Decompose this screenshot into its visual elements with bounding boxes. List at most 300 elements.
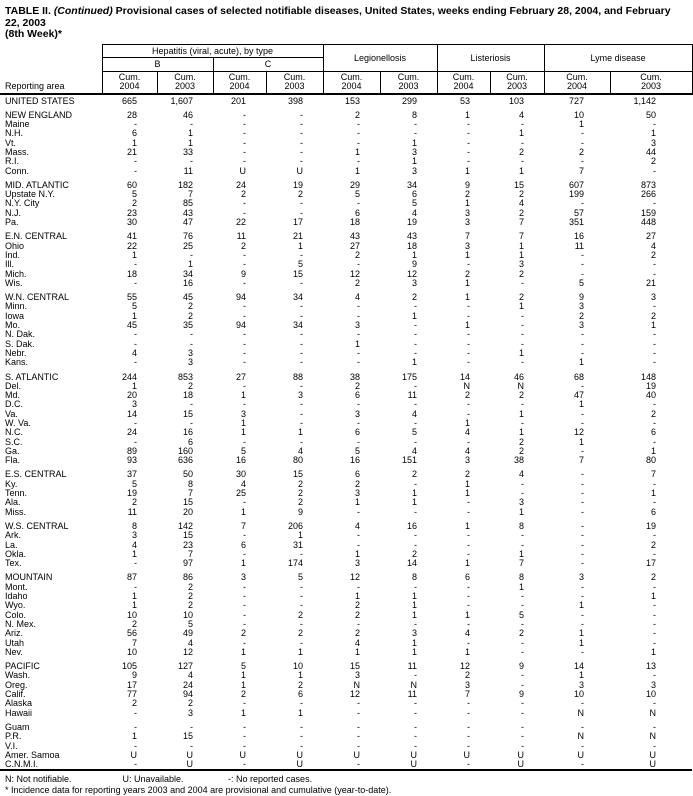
- value-cell: -: [521, 707, 525, 718]
- value-cell: 127: [177, 661, 193, 672]
- value-cell: -: [521, 530, 525, 541]
- value-cell: 27: [235, 371, 246, 382]
- table-row: [0, 242, 692, 251]
- value-cell: 1: [579, 357, 585, 368]
- value-cell: -: [357, 539, 360, 550]
- value-cell: -: [521, 618, 525, 629]
- value-cell: -: [521, 119, 525, 130]
- value-cell: 24: [182, 679, 193, 690]
- value-cell: 1: [297, 427, 303, 438]
- area-cell: Ind.: [5, 249, 21, 260]
- column-header: Cum. 2003: [157, 71, 213, 94]
- value-cell: 1: [465, 165, 471, 176]
- value-cell: 19: [126, 488, 137, 499]
- value-cell: 2: [354, 609, 360, 620]
- value-cell: -: [467, 137, 471, 148]
- column-header: Cum. 2003: [610, 71, 692, 94]
- value-cell: -: [243, 357, 246, 368]
- area-cell: Del.: [5, 380, 22, 391]
- value-cell: 17: [126, 679, 137, 690]
- value-cell: 7: [187, 488, 193, 499]
- value-cell: -: [300, 109, 303, 120]
- table-row: [0, 260, 692, 269]
- value-cell: -: [581, 591, 585, 602]
- value-cell: 2: [519, 436, 525, 447]
- value-cell: 160: [177, 445, 193, 456]
- value-cell: -: [521, 679, 525, 690]
- value-cell: -: [467, 357, 471, 368]
- value-cell: 88: [292, 371, 303, 382]
- value-cell: U: [186, 759, 193, 770]
- value-cell: 6: [465, 572, 471, 583]
- value-cell: 94: [235, 292, 246, 303]
- value-cell: 46: [182, 109, 193, 120]
- value-cell: 2: [354, 628, 360, 639]
- value-cell: -: [467, 310, 471, 321]
- area-cell: Upstate N.Y.: [5, 189, 55, 200]
- area-cell: Tex.: [5, 558, 22, 569]
- value-cell: 18: [407, 240, 418, 251]
- value-cell: -: [300, 399, 303, 410]
- value-cell: -: [467, 146, 471, 157]
- table-row: [0, 489, 692, 498]
- area-cell: N.C.: [5, 427, 23, 438]
- value-cell: 3: [131, 399, 137, 410]
- value-cell: 19: [407, 217, 418, 228]
- value-cell: -: [243, 581, 246, 592]
- value-cell: -: [581, 530, 585, 541]
- value-cell: 1: [354, 548, 360, 559]
- value-cell: 2: [651, 408, 657, 419]
- value-cell: 15: [182, 408, 193, 419]
- value-cell: 5: [354, 445, 360, 456]
- value-cell: 15: [182, 497, 193, 508]
- value-cell: 29: [349, 179, 360, 190]
- value-cell: 3: [579, 320, 585, 331]
- value-cell: -: [243, 637, 246, 648]
- asterisk-footnote: * Incidence data for reporting years 2003 and 2004 are provisional and cumulative (year-to-date).: [5, 785, 392, 796]
- value-cell: 2: [412, 292, 418, 303]
- table-row: [0, 312, 692, 321]
- value-cell: -: [521, 539, 525, 550]
- value-cell: U: [517, 759, 525, 770]
- value-cell: -: [134, 338, 137, 349]
- value-cell: 351: [569, 217, 585, 228]
- value-cell: 2: [354, 249, 360, 260]
- table-row: [0, 550, 692, 559]
- value-cell: -: [300, 721, 303, 732]
- value-cell: -: [653, 418, 657, 428]
- value-cell: 2: [240, 240, 246, 251]
- value-cell: U: [410, 749, 418, 760]
- value-cell: 8: [519, 572, 525, 583]
- area-cell: UNITED STATES: [5, 95, 75, 106]
- area-cell: Mo.: [5, 320, 21, 331]
- value-cell: 8: [412, 109, 418, 120]
- notifiable-diseases-table: [0, 44, 693, 773]
- value-cell: -: [467, 506, 471, 517]
- value-cell: 2: [519, 268, 525, 279]
- value-cell: 57: [574, 207, 585, 218]
- value-cell: 1: [354, 146, 360, 157]
- value-cell: 2: [651, 249, 657, 260]
- value-cell: 11: [236, 231, 246, 242]
- value-cell: -: [190, 721, 193, 732]
- value-cell: 1: [519, 165, 525, 176]
- value-cell: -: [414, 539, 418, 550]
- value-cell: 46: [514, 371, 525, 382]
- value-cell: 3: [651, 137, 657, 148]
- area-cell: Tenn.: [5, 488, 28, 499]
- value-cell: -: [300, 618, 303, 629]
- table-row: [0, 760, 692, 770]
- value-cell: 1: [465, 609, 471, 620]
- table-row: [0, 592, 692, 601]
- value-cell: 1: [412, 488, 418, 499]
- value-cell: 2: [187, 301, 193, 312]
- value-cell: -: [190, 249, 193, 260]
- value-cell: 4: [354, 637, 360, 648]
- value-cell: 3: [465, 455, 471, 466]
- value-cell: 80: [646, 455, 657, 466]
- value-cell: 3: [354, 488, 360, 499]
- value-cell: -: [190, 119, 193, 130]
- value-cell: N: [649, 707, 657, 718]
- value-cell: -: [300, 156, 303, 167]
- value-cell: -: [134, 357, 137, 368]
- value-cell: 86: [182, 572, 193, 583]
- value-cell: -: [521, 399, 525, 410]
- table-row: [0, 391, 692, 400]
- value-cell: 6: [354, 390, 360, 401]
- value-cell: 6: [354, 207, 360, 218]
- value-cell: 1: [412, 249, 418, 260]
- value-cell: -: [467, 581, 471, 592]
- value-cell: 7: [651, 469, 657, 480]
- value-cell: -: [414, 530, 418, 541]
- value-cell: 2: [187, 380, 193, 391]
- table-row: [0, 120, 692, 129]
- value-cell: U: [353, 749, 360, 760]
- table-row: [0, 639, 692, 648]
- value-cell: 873: [641, 179, 657, 190]
- area-cell: Mont.: [5, 581, 28, 592]
- value-cell: 3: [465, 217, 471, 228]
- value-cell: 3: [412, 146, 418, 157]
- value-cell: 6: [240, 539, 246, 550]
- value-cell: 182: [177, 179, 193, 190]
- value-cell: -: [357, 156, 360, 167]
- value-cell: -: [414, 347, 418, 358]
- value-cell: 2: [412, 548, 418, 559]
- value-cell: -: [414, 399, 418, 410]
- value-cell: -: [134, 259, 137, 270]
- value-cell: 10: [126, 646, 137, 657]
- value-cell: 1: [519, 548, 525, 559]
- value-cell: 2: [651, 310, 657, 321]
- column-header: Cum. 2004: [213, 71, 266, 94]
- hepatitis-b-header: B: [102, 57, 213, 71]
- area-cell: Nev.: [5, 646, 23, 657]
- area-cell: Conn.: [5, 165, 30, 176]
- value-cell: 1: [519, 427, 525, 438]
- value-cell: -: [414, 670, 418, 681]
- area-cell: Miss.: [5, 506, 26, 517]
- value-cell: 15: [182, 530, 193, 541]
- value-cell: 34: [407, 179, 418, 190]
- value-cell: 1: [297, 670, 303, 681]
- value-cell: 3: [465, 207, 471, 218]
- value-cell: 13: [646, 661, 657, 672]
- value-cell: -: [581, 497, 585, 508]
- value-cell: -: [467, 301, 471, 312]
- area-cell: Ala.: [5, 497, 21, 508]
- value-cell: -: [581, 380, 585, 391]
- value-cell: 6: [354, 427, 360, 438]
- value-cell: 3: [579, 679, 585, 690]
- value-cell: -: [521, 637, 525, 648]
- listeriosis-header: Listeriosis: [437, 44, 544, 71]
- value-cell: 1: [465, 478, 471, 489]
- value-cell: 1: [131, 548, 137, 559]
- value-cell: 4: [519, 198, 525, 209]
- value-cell: -: [357, 707, 360, 718]
- value-cell: -: [653, 637, 657, 648]
- value-cell: 2: [240, 689, 246, 700]
- value-cell: 1: [651, 320, 657, 331]
- value-cell: -: [243, 740, 246, 751]
- table-row: [0, 751, 692, 760]
- value-cell: 28: [126, 109, 137, 120]
- value-cell: U: [296, 759, 303, 770]
- area-cell: Okla.: [5, 548, 27, 559]
- table-row: [0, 209, 692, 218]
- value-cell: -: [414, 618, 418, 629]
- value-cell: 34: [292, 320, 303, 331]
- value-cell: -: [243, 731, 246, 742]
- value-cell: -: [300, 119, 303, 130]
- value-cell: -: [300, 329, 303, 340]
- value-cell: -: [653, 721, 657, 732]
- column-header: Cum. 2004: [323, 71, 380, 94]
- value-cell: -: [521, 338, 525, 349]
- value-cell: 3: [354, 670, 360, 681]
- area-cell: P.R.: [5, 731, 22, 742]
- value-cell: 4: [297, 445, 303, 456]
- value-cell: -: [653, 698, 657, 709]
- value-cell: 2: [354, 600, 360, 611]
- value-cell: 4: [354, 292, 360, 303]
- value-cell: -: [521, 329, 525, 340]
- value-cell: 41: [126, 231, 137, 242]
- hepatitis-c-header: C: [213, 57, 323, 71]
- value-cell: -: [467, 408, 471, 419]
- value-cell: -: [414, 436, 418, 447]
- table-row: [0, 611, 692, 620]
- value-cell: 8: [519, 520, 525, 531]
- footnotes: [0, 772, 692, 796]
- value-cell: -: [467, 721, 471, 732]
- value-cell: 47: [574, 390, 585, 401]
- value-cell: 1: [465, 320, 471, 331]
- value-cell: 5: [131, 189, 137, 200]
- value-cell: 27: [349, 240, 360, 251]
- value-cell: 2: [354, 380, 360, 391]
- value-cell: -: [243, 721, 246, 732]
- value-cell: -: [521, 740, 525, 751]
- value-cell: 1: [240, 679, 246, 690]
- value-cell: 1: [465, 558, 471, 569]
- value-cell: -: [467, 600, 471, 611]
- value-cell: 9: [412, 259, 418, 270]
- value-cell: -: [300, 277, 303, 288]
- value-cell: -: [653, 259, 657, 270]
- value-cell: 1: [519, 240, 525, 251]
- value-cell: -: [521, 137, 525, 148]
- value-cell: -: [467, 698, 471, 709]
- value-cell: 1: [519, 347, 525, 358]
- value-cell: 7: [465, 231, 471, 242]
- value-cell: 6: [651, 427, 657, 438]
- value-cell: 50: [646, 109, 657, 120]
- value-cell: 174: [287, 558, 303, 569]
- value-cell: 8: [131, 520, 137, 531]
- value-cell: 1: [519, 128, 525, 139]
- value-cell: 1: [465, 277, 471, 288]
- value-cell: -: [190, 740, 193, 751]
- value-cell: -: [190, 418, 193, 428]
- value-cell: 2: [240, 628, 246, 639]
- value-cell: 6: [354, 469, 360, 480]
- value-cell: 12: [407, 268, 418, 279]
- value-cell: 2: [579, 146, 585, 157]
- value-cell: 3: [465, 240, 471, 251]
- value-cell: -: [414, 320, 418, 331]
- table-row: [0, 671, 692, 680]
- value-cell: 9: [131, 670, 137, 681]
- value-cell: 77: [126, 689, 137, 700]
- value-cell: 175: [401, 371, 418, 382]
- value-cell: -: [300, 637, 303, 648]
- value-cell: U: [186, 749, 193, 760]
- value-cell: 18: [182, 390, 193, 401]
- value-cell: 15: [514, 179, 525, 190]
- value-cell: 94: [182, 689, 193, 700]
- value-cell: 3: [465, 679, 471, 690]
- value-cell: -: [414, 698, 418, 709]
- value-cell: 2: [519, 146, 525, 157]
- area-cell: Mich.: [5, 268, 27, 279]
- value-cell: 2: [187, 591, 193, 602]
- value-cell: 1: [412, 609, 418, 620]
- value-cell: -: [653, 600, 657, 611]
- column-header: Cum. 2003: [266, 71, 323, 94]
- value-cell: 2: [412, 469, 418, 480]
- value-cell: 9: [465, 179, 471, 190]
- value-cell: 6: [412, 189, 418, 200]
- value-cell: 8: [187, 478, 193, 489]
- value-cell: 1: [519, 408, 525, 419]
- value-cell: 87: [126, 572, 137, 583]
- value-cell: 1: [465, 249, 471, 260]
- area-cell: Iowa: [5, 310, 25, 321]
- area-cell: NEW ENGLAND: [5, 109, 73, 120]
- area-cell: W.N. CENTRAL: [5, 292, 70, 303]
- value-cell: 153: [344, 95, 360, 106]
- value-cell: 1: [131, 137, 137, 148]
- value-cell: 11: [407, 689, 418, 700]
- value-cell: 10: [646, 689, 657, 700]
- value-cell: -: [243, 310, 246, 321]
- value-cell: -: [521, 357, 525, 368]
- table-row: [0, 559, 692, 568]
- value-cell: 12: [574, 427, 585, 438]
- table-row: [0, 732, 692, 741]
- value-cell: U: [296, 165, 303, 176]
- area-cell: Utah: [5, 637, 25, 648]
- value-cell: 2: [297, 628, 303, 639]
- value-cell: 4: [412, 408, 418, 419]
- title-rest: Provisional cases of selected notifiable diseases, United States, weeks ending February 28, 2004, and February 22, 2003: [5, 5, 671, 29]
- table-row: [0, 709, 692, 718]
- value-cell: -: [581, 198, 585, 209]
- value-cell: -: [243, 497, 246, 508]
- value-cell: 5: [412, 198, 418, 209]
- value-cell: 1: [465, 198, 471, 209]
- value-cell: 9: [240, 268, 246, 279]
- value-cell: 25: [235, 488, 246, 499]
- value-cell: 1: [579, 670, 585, 681]
- value-cell: 448: [641, 217, 657, 228]
- area-cell: Ill.: [5, 259, 14, 270]
- value-cell: 2: [131, 698, 137, 709]
- value-cell: -: [243, 128, 246, 139]
- value-cell: 11: [183, 165, 193, 176]
- value-cell: 1: [412, 591, 418, 602]
- value-cell: 3: [187, 357, 193, 368]
- value-cell: 3: [651, 679, 657, 690]
- table-row: [0, 400, 692, 409]
- value-cell: -: [243, 329, 246, 340]
- table-row: [0, 620, 692, 629]
- value-cell: 68: [574, 371, 585, 382]
- value-cell: -: [467, 731, 471, 742]
- value-cell: 15: [292, 469, 303, 480]
- area-cell: Wis.: [5, 277, 23, 288]
- value-cell: -: [414, 478, 418, 489]
- value-cell: 2: [240, 189, 246, 200]
- value-cell: 2: [465, 189, 471, 200]
- value-cell: 2: [651, 539, 657, 550]
- value-cell: -: [521, 698, 525, 709]
- area-cell: W.S. CENTRAL: [5, 520, 69, 531]
- value-cell: -: [134, 740, 137, 751]
- value-cell: 1: [412, 137, 418, 148]
- table-row: [0, 723, 692, 732]
- value-cell: -: [243, 277, 246, 288]
- value-cell: 38: [349, 371, 360, 382]
- value-cell: 85: [182, 198, 193, 209]
- value-cell: -: [243, 146, 246, 157]
- value-cell: 2: [519, 390, 525, 401]
- area-cell: Vt.: [5, 137, 17, 148]
- table-row: [0, 522, 692, 531]
- value-cell: 17: [292, 217, 303, 228]
- value-cell: 8: [412, 572, 418, 583]
- value-cell: 1: [579, 637, 585, 648]
- value-cell: 5: [131, 301, 137, 312]
- value-cell: 1: [131, 731, 137, 742]
